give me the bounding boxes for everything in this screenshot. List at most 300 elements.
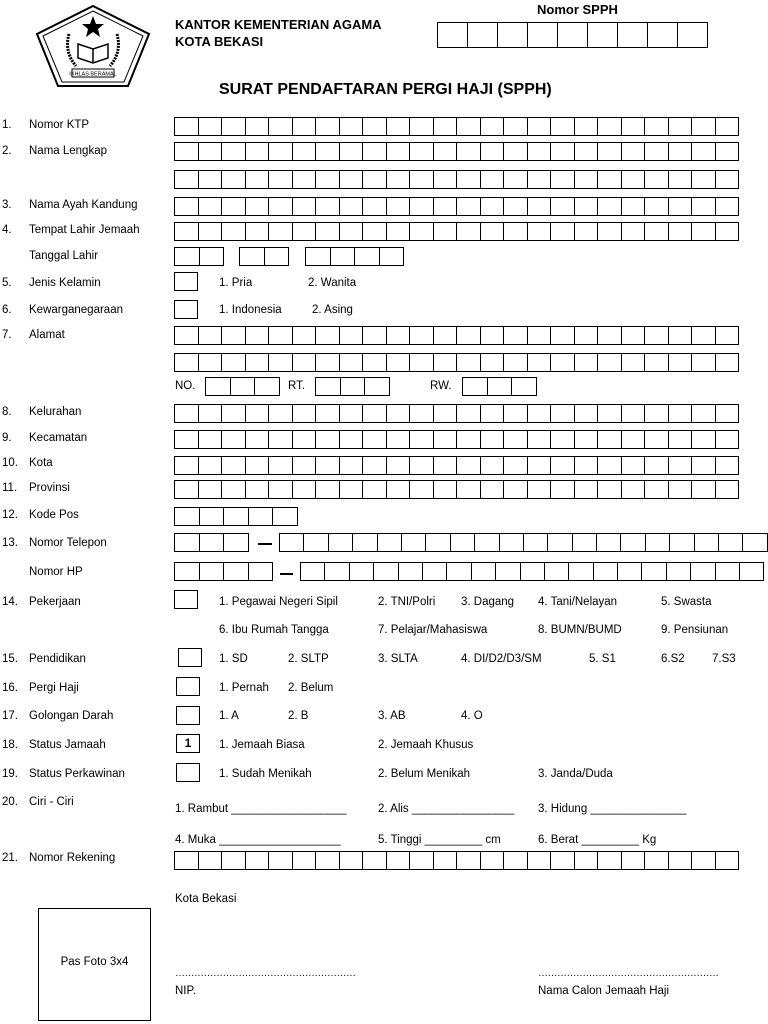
nomor-spph-boxes[interactable] xyxy=(437,22,708,48)
char-box[interactable] xyxy=(386,404,411,423)
char-box[interactable] xyxy=(574,851,599,870)
char-box[interactable] xyxy=(340,377,366,396)
char-box[interactable] xyxy=(433,404,458,423)
char-box[interactable] xyxy=(621,197,646,216)
char-box[interactable] xyxy=(520,562,545,581)
ciri-berat[interactable]: 6. Berat _________ Kg xyxy=(538,834,657,846)
char-box[interactable] xyxy=(456,117,481,136)
char-box[interactable] xyxy=(480,222,505,241)
char-box[interactable] xyxy=(574,197,599,216)
char-box[interactable] xyxy=(364,377,390,396)
char-box[interactable] xyxy=(409,326,434,345)
char-box[interactable] xyxy=(641,562,666,581)
char-box[interactable] xyxy=(433,326,458,345)
char-box[interactable] xyxy=(691,170,716,189)
char-box[interactable] xyxy=(644,326,669,345)
char-box[interactable] xyxy=(621,142,646,161)
char-box[interactable] xyxy=(174,851,199,870)
char-box[interactable] xyxy=(668,353,693,372)
char-box[interactable] xyxy=(198,430,223,449)
char-box[interactable] xyxy=(174,247,200,266)
alamat-rt-boxes[interactable] xyxy=(315,377,390,396)
char-box[interactable] xyxy=(315,170,340,189)
char-box[interactable] xyxy=(409,430,434,449)
char-box[interactable] xyxy=(644,430,669,449)
char-box[interactable] xyxy=(268,117,293,136)
char-box[interactable] xyxy=(292,430,317,449)
char-box[interactable] xyxy=(398,562,423,581)
char-box[interactable] xyxy=(174,222,199,241)
char-box[interactable] xyxy=(550,117,575,136)
char-box[interactable] xyxy=(221,197,246,216)
char-box[interactable] xyxy=(199,533,225,552)
alamat-boxes-row1[interactable] xyxy=(174,326,739,345)
char-box[interactable] xyxy=(292,480,317,499)
char-box[interactable] xyxy=(315,456,340,475)
kewarganegaraan-box[interactable] xyxy=(174,300,198,319)
char-box[interactable] xyxy=(422,562,447,581)
char-box[interactable] xyxy=(292,222,317,241)
provinsi-boxes[interactable] xyxy=(174,480,739,499)
char-box[interactable] xyxy=(617,562,642,581)
char-box[interactable] xyxy=(386,117,411,136)
char-box[interactable] xyxy=(550,170,575,189)
char-box[interactable] xyxy=(198,480,223,499)
char-box[interactable] xyxy=(621,480,646,499)
char-box[interactable] xyxy=(198,170,223,189)
char-box[interactable] xyxy=(221,851,246,870)
char-box[interactable] xyxy=(174,456,199,475)
char-box[interactable] xyxy=(409,480,434,499)
char-box[interactable] xyxy=(245,197,270,216)
char-box[interactable] xyxy=(527,404,552,423)
nama-lengkap-boxes-row2[interactable] xyxy=(174,170,739,189)
char-box[interactable] xyxy=(574,456,599,475)
char-box[interactable] xyxy=(292,353,317,372)
char-box[interactable] xyxy=(597,430,622,449)
char-box[interactable] xyxy=(315,353,340,372)
char-box[interactable] xyxy=(503,326,528,345)
char-box[interactable] xyxy=(268,851,293,870)
char-box[interactable] xyxy=(574,353,599,372)
char-box[interactable] xyxy=(503,142,528,161)
char-box[interactable] xyxy=(174,353,199,372)
pendidikan-box[interactable] xyxy=(178,648,202,667)
char-box[interactable] xyxy=(339,353,364,372)
char-box[interactable] xyxy=(386,480,411,499)
char-box[interactable] xyxy=(362,197,387,216)
pergi-haji-box[interactable] xyxy=(176,677,200,696)
char-box[interactable] xyxy=(691,430,716,449)
ciri-rambut[interactable]: 1. Rambut __________________ xyxy=(175,803,347,815)
char-box[interactable] xyxy=(621,430,646,449)
char-box[interactable] xyxy=(315,851,340,870)
char-box[interactable] xyxy=(462,377,488,396)
char-box[interactable] xyxy=(669,533,694,552)
char-box[interactable] xyxy=(409,456,434,475)
char-box[interactable] xyxy=(279,533,304,552)
char-box[interactable] xyxy=(715,222,740,241)
nama-ayah-boxes[interactable] xyxy=(174,197,739,216)
kelurahan-boxes[interactable] xyxy=(174,404,739,423)
ciri-muka[interactable]: 4. Muka ___________________ xyxy=(175,834,341,846)
char-box[interactable] xyxy=(373,562,398,581)
char-box[interactable] xyxy=(303,533,328,552)
char-box[interactable] xyxy=(199,507,225,526)
char-box[interactable] xyxy=(362,222,387,241)
char-box[interactable] xyxy=(174,533,200,552)
char-box[interactable] xyxy=(511,377,537,396)
char-box[interactable] xyxy=(644,117,669,136)
char-box[interactable] xyxy=(480,117,505,136)
char-box[interactable] xyxy=(198,197,223,216)
char-box[interactable] xyxy=(597,353,622,372)
char-box[interactable] xyxy=(198,353,223,372)
char-box[interactable] xyxy=(691,353,716,372)
char-box[interactable] xyxy=(668,456,693,475)
char-box[interactable] xyxy=(718,533,743,552)
char-box[interactable] xyxy=(339,404,364,423)
char-box[interactable] xyxy=(621,326,646,345)
char-box[interactable] xyxy=(668,170,693,189)
char-box[interactable] xyxy=(268,353,293,372)
jenis-kelamin-box[interactable] xyxy=(174,272,198,291)
char-box[interactable] xyxy=(272,507,298,526)
char-box[interactable] xyxy=(268,404,293,423)
char-box[interactable] xyxy=(621,404,646,423)
tanggal-lahir-month[interactable] xyxy=(239,247,289,266)
char-box[interactable] xyxy=(691,851,716,870)
char-box[interactable] xyxy=(574,480,599,499)
char-box[interactable] xyxy=(456,480,481,499)
char-box[interactable] xyxy=(362,404,387,423)
char-box[interactable] xyxy=(386,353,411,372)
char-box[interactable] xyxy=(221,142,246,161)
char-box[interactable] xyxy=(456,851,481,870)
char-box[interactable] xyxy=(198,456,223,475)
char-box[interactable] xyxy=(433,222,458,241)
char-box[interactable] xyxy=(668,142,693,161)
char-box[interactable] xyxy=(666,562,691,581)
char-box[interactable] xyxy=(245,404,270,423)
char-box[interactable] xyxy=(248,507,274,526)
char-box[interactable] xyxy=(597,117,622,136)
tanggal-lahir-day[interactable] xyxy=(174,247,224,266)
char-box[interactable] xyxy=(480,851,505,870)
char-box[interactable] xyxy=(495,562,520,581)
char-box[interactable] xyxy=(668,222,693,241)
char-box[interactable] xyxy=(245,480,270,499)
char-box[interactable] xyxy=(597,480,622,499)
char-box[interactable] xyxy=(456,222,481,241)
char-box[interactable] xyxy=(198,142,223,161)
char-box[interactable] xyxy=(597,851,622,870)
char-box[interactable] xyxy=(550,197,575,216)
char-box[interactable] xyxy=(668,851,693,870)
char-box[interactable] xyxy=(668,197,693,216)
char-box[interactable] xyxy=(691,456,716,475)
char-box[interactable] xyxy=(644,404,669,423)
char-box[interactable] xyxy=(268,170,293,189)
char-box[interactable] xyxy=(339,430,364,449)
char-box[interactable] xyxy=(503,404,528,423)
char-box[interactable] xyxy=(349,562,374,581)
char-box[interactable] xyxy=(596,533,621,552)
char-box[interactable] xyxy=(330,247,356,266)
char-box[interactable] xyxy=(174,430,199,449)
char-box[interactable] xyxy=(433,480,458,499)
char-box[interactable] xyxy=(597,326,622,345)
char-box[interactable] xyxy=(450,533,475,552)
char-box[interactable] xyxy=(339,480,364,499)
char-box[interactable] xyxy=(315,197,340,216)
char-box[interactable] xyxy=(691,480,716,499)
char-box[interactable] xyxy=(339,851,364,870)
kota-boxes[interactable] xyxy=(174,456,739,475)
char-box[interactable] xyxy=(715,430,740,449)
char-box[interactable] xyxy=(503,353,528,372)
char-box[interactable] xyxy=(292,142,317,161)
char-box[interactable] xyxy=(621,170,646,189)
char-box[interactable] xyxy=(527,326,552,345)
char-box[interactable] xyxy=(245,456,270,475)
char-box[interactable] xyxy=(245,170,270,189)
char-box[interactable] xyxy=(691,197,716,216)
char-box[interactable] xyxy=(715,117,740,136)
char-box[interactable] xyxy=(480,326,505,345)
char-box[interactable] xyxy=(456,142,481,161)
tempat-lahir-boxes[interactable] xyxy=(174,222,739,241)
char-box[interactable] xyxy=(527,170,552,189)
char-box[interactable] xyxy=(527,117,552,136)
char-box[interactable] xyxy=(433,851,458,870)
char-box[interactable] xyxy=(503,222,528,241)
char-box[interactable] xyxy=(198,404,223,423)
char-box[interactable] xyxy=(339,456,364,475)
char-box[interactable] xyxy=(503,197,528,216)
char-box[interactable] xyxy=(174,117,199,136)
char-box[interactable] xyxy=(174,142,199,161)
char-box[interactable] xyxy=(644,456,669,475)
char-box[interactable] xyxy=(668,326,693,345)
char-box[interactable] xyxy=(245,117,270,136)
char-box[interactable] xyxy=(715,851,740,870)
char-box[interactable] xyxy=(174,404,199,423)
char-box[interactable] xyxy=(691,326,716,345)
char-box[interactable] xyxy=(574,170,599,189)
char-box[interactable] xyxy=(503,117,528,136)
char-box[interactable] xyxy=(362,142,387,161)
char-box[interactable] xyxy=(644,851,669,870)
char-box[interactable] xyxy=(292,170,317,189)
char-box[interactable] xyxy=(386,430,411,449)
char-box[interactable] xyxy=(527,480,552,499)
char-box[interactable] xyxy=(386,170,411,189)
char-box[interactable] xyxy=(487,377,513,396)
char-box[interactable] xyxy=(715,326,740,345)
char-box[interactable] xyxy=(305,247,331,266)
char-box[interactable] xyxy=(362,851,387,870)
alamat-rw-boxes[interactable] xyxy=(462,377,537,396)
char-box[interactable] xyxy=(668,404,693,423)
char-box[interactable] xyxy=(221,222,246,241)
char-box[interactable] xyxy=(715,142,740,161)
char-box[interactable] xyxy=(691,222,716,241)
char-box[interactable] xyxy=(527,197,552,216)
char-box[interactable] xyxy=(480,404,505,423)
char-box[interactable] xyxy=(328,533,353,552)
char-box[interactable] xyxy=(339,222,364,241)
char-box[interactable] xyxy=(550,480,575,499)
char-box[interactable] xyxy=(739,562,764,581)
char-box[interactable] xyxy=(480,456,505,475)
char-box[interactable] xyxy=(456,326,481,345)
char-box[interactable] xyxy=(245,430,270,449)
char-box[interactable] xyxy=(550,222,575,241)
char-box[interactable] xyxy=(409,117,434,136)
char-box[interactable] xyxy=(377,533,402,552)
char-box[interactable] xyxy=(362,326,387,345)
char-box[interactable] xyxy=(437,22,468,48)
char-box[interactable] xyxy=(668,480,693,499)
nomor-rekening-boxes[interactable] xyxy=(174,851,739,870)
char-box[interactable] xyxy=(456,430,481,449)
char-box[interactable] xyxy=(550,404,575,423)
char-box[interactable] xyxy=(644,353,669,372)
char-box[interactable] xyxy=(292,117,317,136)
char-box[interactable] xyxy=(574,430,599,449)
char-box[interactable] xyxy=(174,170,199,189)
char-box[interactable] xyxy=(597,404,622,423)
char-box[interactable] xyxy=(456,197,481,216)
char-box[interactable] xyxy=(409,197,434,216)
ciri-alis[interactable]: 2. Alis ________________ xyxy=(378,803,515,815)
char-box[interactable] xyxy=(315,117,340,136)
status-jamaah-box[interactable]: 1 xyxy=(176,734,200,753)
char-box[interactable] xyxy=(245,142,270,161)
char-box[interactable] xyxy=(527,222,552,241)
ciri-hidung[interactable]: 3. Hidung _______________ xyxy=(538,803,687,815)
char-box[interactable] xyxy=(480,197,505,216)
char-box[interactable] xyxy=(574,222,599,241)
char-box[interactable] xyxy=(239,247,265,266)
char-box[interactable] xyxy=(694,533,719,552)
char-box[interactable] xyxy=(221,456,246,475)
char-box[interactable] xyxy=(409,142,434,161)
telepon-kode-area-boxes[interactable] xyxy=(174,533,249,552)
char-box[interactable] xyxy=(668,117,693,136)
char-box[interactable] xyxy=(574,142,599,161)
char-box[interactable] xyxy=(471,562,496,581)
char-box[interactable] xyxy=(268,197,293,216)
char-box[interactable] xyxy=(433,197,458,216)
char-box[interactable] xyxy=(362,456,387,475)
char-box[interactable] xyxy=(621,851,646,870)
char-box[interactable] xyxy=(715,480,740,499)
char-box[interactable] xyxy=(621,222,646,241)
char-box[interactable] xyxy=(572,533,597,552)
nama-lengkap-boxes-row1[interactable] xyxy=(174,142,739,161)
char-box[interactable] xyxy=(425,533,450,552)
char-box[interactable] xyxy=(668,430,693,449)
char-box[interactable] xyxy=(339,117,364,136)
char-box[interactable] xyxy=(527,353,552,372)
char-box[interactable] xyxy=(691,117,716,136)
char-box[interactable] xyxy=(433,353,458,372)
char-box[interactable] xyxy=(339,326,364,345)
nomor-ktp-boxes[interactable] xyxy=(174,117,739,136)
char-box[interactable] xyxy=(339,197,364,216)
char-box[interactable] xyxy=(645,533,670,552)
kecamatan-boxes[interactable] xyxy=(174,430,739,449)
char-box[interactable] xyxy=(715,456,740,475)
char-box[interactable] xyxy=(221,353,246,372)
char-box[interactable] xyxy=(409,170,434,189)
char-box[interactable] xyxy=(339,170,364,189)
char-box[interactable] xyxy=(174,507,200,526)
char-box[interactable] xyxy=(205,377,231,396)
char-box[interactable] xyxy=(474,533,499,552)
char-box[interactable] xyxy=(597,197,622,216)
char-box[interactable] xyxy=(221,404,246,423)
char-box[interactable] xyxy=(544,562,569,581)
char-box[interactable] xyxy=(550,142,575,161)
char-box[interactable] xyxy=(691,404,716,423)
alamat-no-boxes[interactable] xyxy=(205,377,280,396)
char-box[interactable] xyxy=(574,326,599,345)
char-box[interactable] xyxy=(409,404,434,423)
char-box[interactable] xyxy=(386,142,411,161)
char-box[interactable] xyxy=(198,326,223,345)
char-box[interactable] xyxy=(221,430,246,449)
char-box[interactable] xyxy=(386,326,411,345)
golongan-darah-box[interactable] xyxy=(176,706,200,725)
char-box[interactable] xyxy=(480,142,505,161)
alamat-boxes-row2[interactable] xyxy=(174,353,739,372)
char-box[interactable] xyxy=(268,480,293,499)
char-box[interactable] xyxy=(433,430,458,449)
char-box[interactable] xyxy=(597,222,622,241)
char-box[interactable] xyxy=(456,353,481,372)
char-box[interactable] xyxy=(523,533,548,552)
char-box[interactable] xyxy=(362,170,387,189)
char-box[interactable] xyxy=(456,456,481,475)
char-box[interactable] xyxy=(527,142,552,161)
char-box[interactable] xyxy=(480,170,505,189)
char-box[interactable] xyxy=(245,222,270,241)
char-box[interactable] xyxy=(292,404,317,423)
char-box[interactable] xyxy=(574,404,599,423)
char-box[interactable] xyxy=(677,22,708,48)
hp-number-boxes[interactable] xyxy=(300,562,764,581)
char-box[interactable] xyxy=(715,404,740,423)
char-box[interactable] xyxy=(315,404,340,423)
char-box[interactable] xyxy=(386,197,411,216)
kode-pos-boxes[interactable] xyxy=(174,507,298,526)
char-box[interactable] xyxy=(480,430,505,449)
char-box[interactable] xyxy=(352,533,377,552)
char-box[interactable] xyxy=(617,22,648,48)
char-box[interactable] xyxy=(292,851,317,870)
char-box[interactable] xyxy=(550,456,575,475)
char-box[interactable] xyxy=(292,197,317,216)
char-box[interactable] xyxy=(691,142,716,161)
char-box[interactable] xyxy=(264,247,290,266)
char-box[interactable] xyxy=(248,562,274,581)
char-box[interactable] xyxy=(409,851,434,870)
char-box[interactable] xyxy=(644,480,669,499)
telepon-number-boxes[interactable] xyxy=(279,533,768,552)
